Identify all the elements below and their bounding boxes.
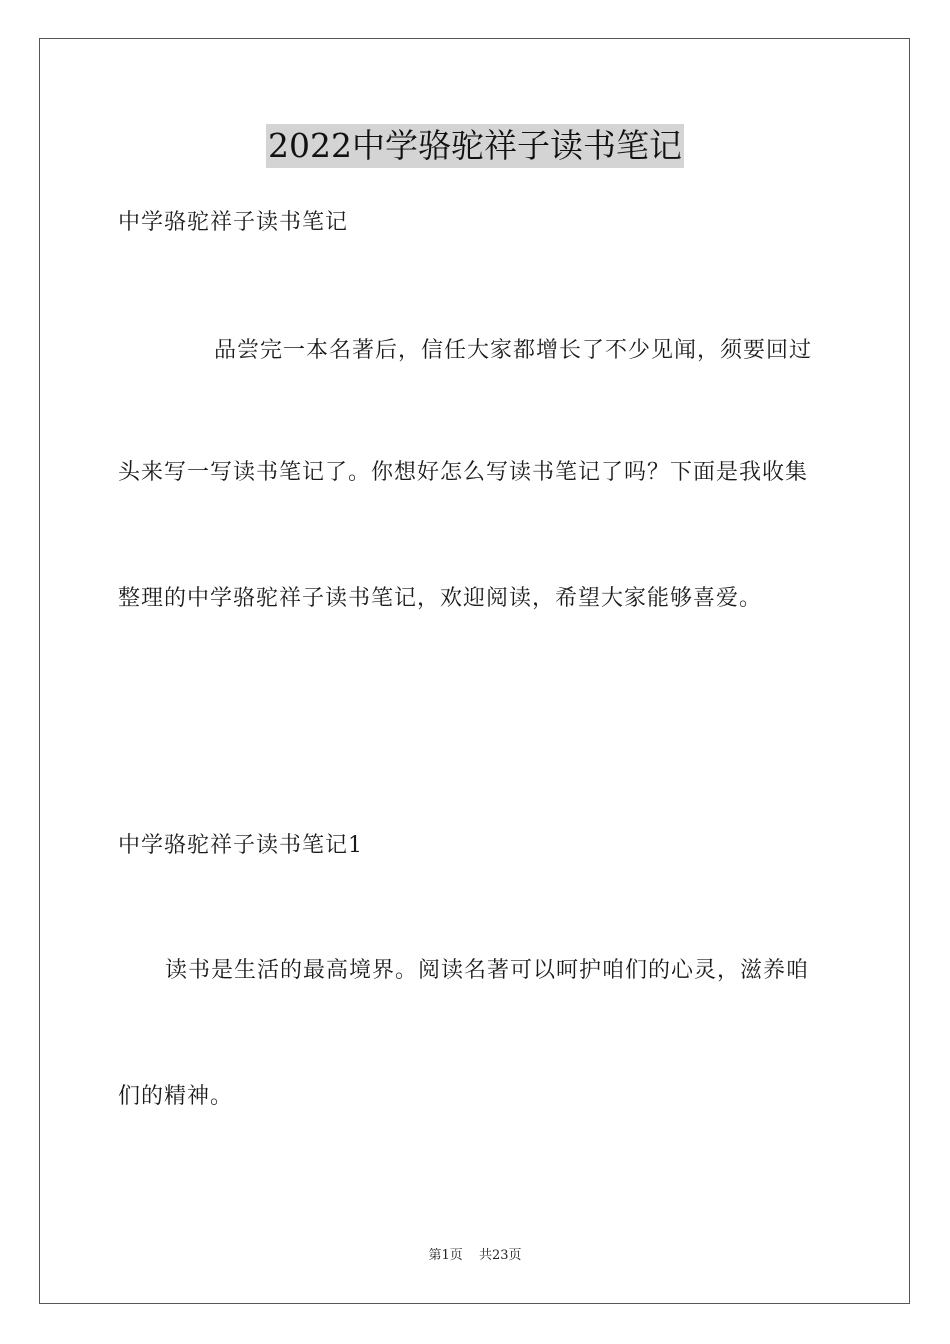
title-container (0, 124, 950, 168)
intro-line-3: 整理的中学骆驼祥子读书笔记，欢迎阅读，希望大家能够喜爱。 (118, 586, 763, 611)
document-title: 2022中学骆驼祥子读书笔记 (266, 124, 684, 168)
section-line-1: 读书是生活的最高境界。阅读名著可以呵护咱们的心灵，滋养咱 (165, 958, 810, 983)
section-heading: 中学骆驼祥子读书笔记1 (118, 833, 363, 858)
document-subtitle: 中学骆驼祥子读书笔记 (118, 210, 349, 235)
page-total: 共23页 (478, 1248, 522, 1263)
intro-line-1: 品尝完一本名著后，信任大家都增长了不少见闻，须要回过 (214, 338, 813, 363)
intro-line-2: 头来写一写读书笔记了。你想好怎么写读书笔记了吗？下面是我收集 (118, 460, 809, 485)
page-footer (0, 1246, 950, 1266)
page-number: 第1页 (428, 1248, 463, 1263)
section-line-2: 们的精神。 (118, 1084, 234, 1109)
